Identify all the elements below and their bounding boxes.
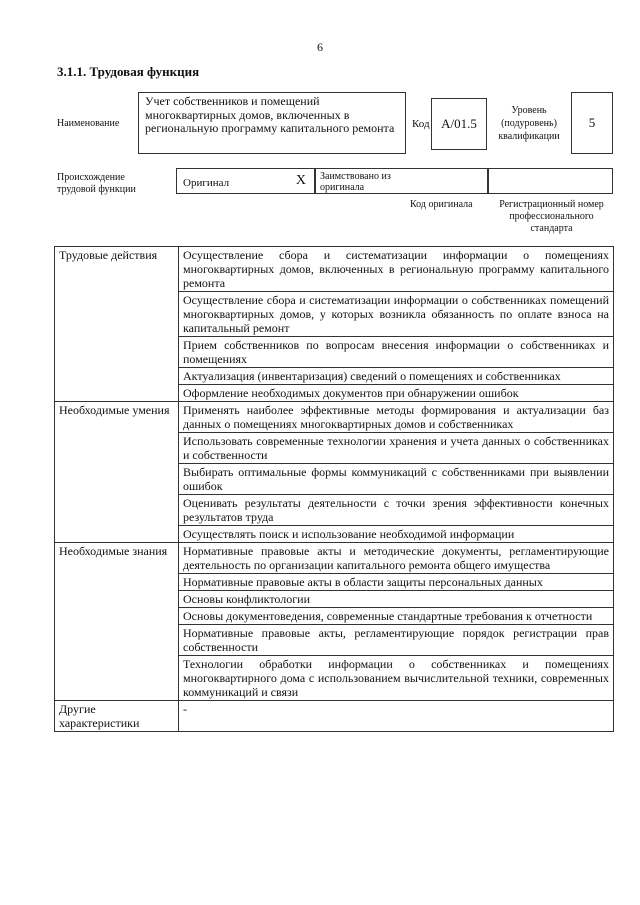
item-cell: Прием собственников по вопросам внесения информации о собственниках и помещениях — [179, 337, 614, 368]
item-cell: Осуществление сбора и систематизации информации о помещениях многоквартирных домов, включенных в региональную программу капитального ремонта — [179, 247, 614, 292]
code-original-label: Код оригинала — [410, 199, 473, 210]
item-cell: Основы конфликтологии — [179, 591, 614, 608]
item-cell: Осуществлять поиск и использование необходимой информации — [179, 526, 614, 543]
item-cell: Нормативные правовые акты и методические документы, регламентирующие деятельность по организации капитального ремонта общего имущества — [179, 543, 614, 574]
item-cell: Применять наиболее эффективные методы формирования и актуализации баз данных о помещениях многоквартирных домов и собственниках — [179, 402, 614, 433]
reg-number-label-line-1: Регистрационный номер — [499, 199, 604, 210]
name-label: Наименование — [57, 118, 120, 129]
origin-label-line-1: Происхождение — [57, 172, 125, 183]
borrowed-label — [320, 171, 391, 193]
item-cell: - — [179, 701, 614, 732]
reg-number-label — [490, 199, 613, 235]
item-cell: Актуализация (инвентаризация) сведений о помещениях и собственниках — [179, 368, 614, 385]
item-cell: Выбирать оптимальные формы коммуникаций с собственниками при выявлении ошибок — [179, 464, 614, 495]
original-mark: X — [295, 173, 306, 188]
item-cell: Осуществление сбора и систематизации информации о собственниках помещений многоквартирных домов, у которых возникла обязанность по оплате взноса на капитальный ремонт — [179, 292, 614, 337]
category-cell: Необходимые знания — [55, 543, 179, 701]
table-row — [55, 247, 614, 292]
table-row — [55, 402, 614, 433]
function-details-table — [54, 246, 614, 732]
item-cell: Использовать современные технологии хранения и учета данных о собственниках и собственности — [179, 433, 614, 464]
item-cell: Технологии обработки информации о собственниках и помещениях многоквартирного дома с использованием вычислительной техники, современных коммуникаций и связи — [179, 656, 614, 701]
borrowed-cell — [315, 168, 488, 194]
code-label: Код — [412, 118, 430, 130]
item-cell: Оформление необходимых документов при обнаружении ошибок — [179, 385, 614, 402]
origin-row — [176, 168, 613, 194]
table-row — [55, 543, 614, 574]
page-number: 6 — [317, 40, 323, 54]
code-value-box: А/01.5 — [431, 98, 487, 150]
borrowed-label-line-1: Заимствовано из — [320, 171, 391, 182]
item-cell: Оценивать результаты деятельности с точки зрения эффективности конечных результатов труда — [179, 495, 614, 526]
level-label-line-1: Уровень — [511, 105, 547, 116]
level-value-box: 5 — [571, 92, 613, 154]
reg-number-label-line-3: стандарта — [530, 223, 573, 234]
item-cell: Нормативные правовые акты в области защиты персональных данных — [179, 574, 614, 591]
original-label: Оригинал — [183, 177, 230, 189]
reg-number-label-line-2: профессионального — [509, 211, 594, 222]
level-label-line-2: (подуровень) — [501, 118, 557, 129]
origin-label — [57, 172, 136, 196]
table-row — [55, 701, 614, 732]
reg-number-cell — [488, 168, 613, 194]
level-label-line-3: квалификации — [498, 131, 560, 142]
item-cell: Основы документоведения, современные стандартные требования к отчетности — [179, 608, 614, 625]
function-name-box: Учет собственников и помещений многоквартирных домов, включенных в региональную программу капитального ремонта — [138, 92, 406, 154]
original-cell — [176, 168, 315, 194]
origin-label-line-2: трудовой функции — [57, 184, 136, 195]
category-cell: Трудовые действия — [55, 247, 179, 402]
borrowed-label-line-2: оригинала — [320, 182, 365, 193]
item-cell: Нормативные правовые акты, регламентирующие порядок регистрации прав собственности — [179, 625, 614, 656]
category-cell: Другие характеристики — [55, 701, 179, 732]
qualification-level-label — [490, 104, 568, 143]
category-cell: Необходимые умения — [55, 402, 179, 543]
section-title: 3.1.1. Трудовая функция — [57, 64, 200, 79]
